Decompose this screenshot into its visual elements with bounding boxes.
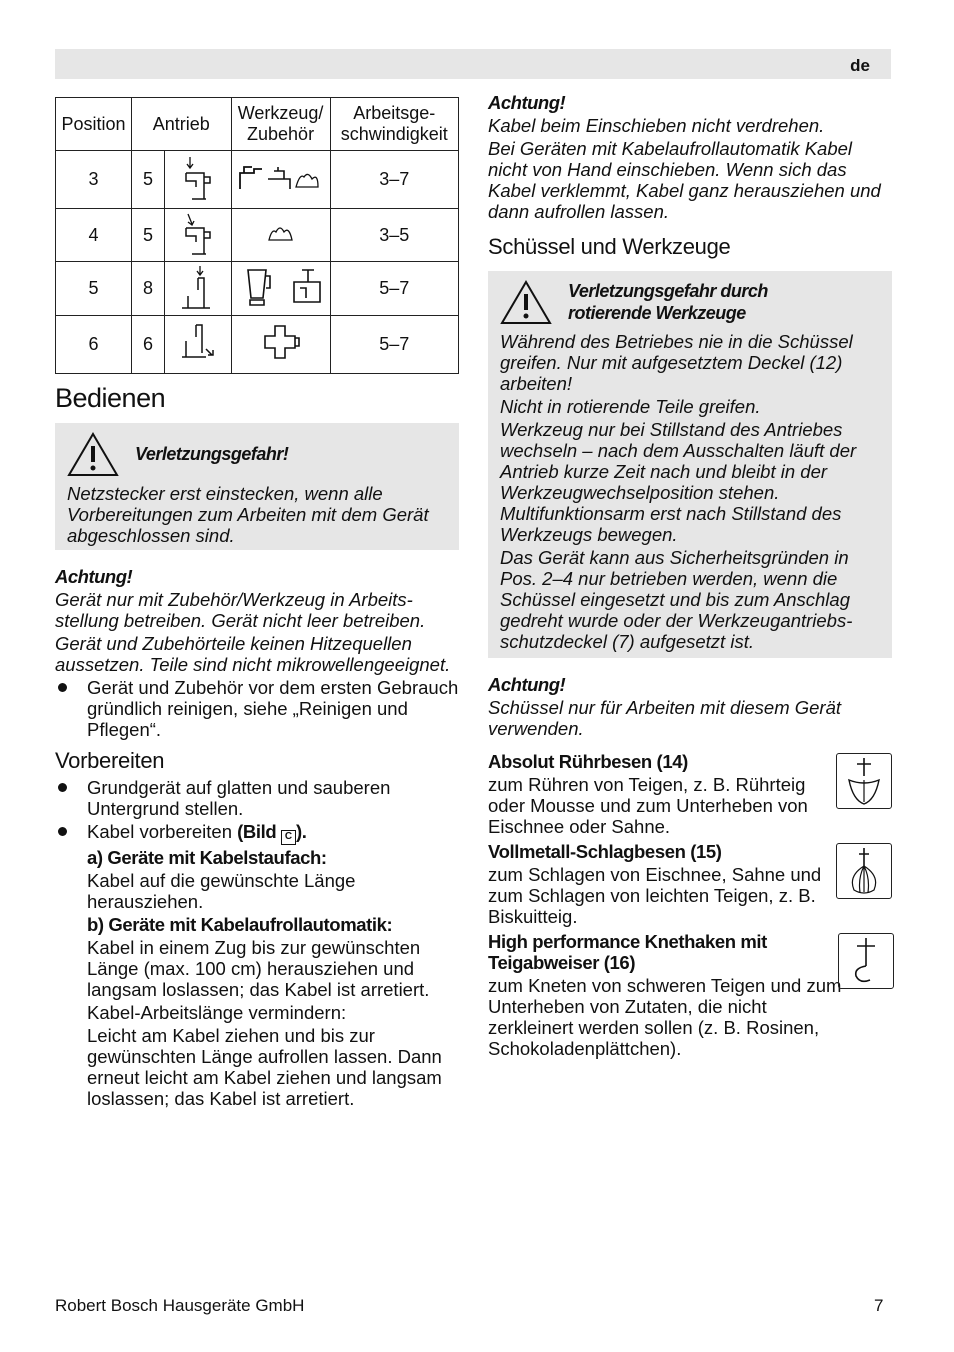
- cell-antrieb: 5: [132, 209, 165, 262]
- tool-title: Absolut Rührbesen (14): [488, 751, 688, 772]
- stirring-whisk-icon: [836, 753, 892, 809]
- tool-title: Vollmetall-Schlagbesen (15): [488, 841, 722, 862]
- left-column: [55, 97, 459, 1111]
- th-werkzeug: Werkzeug/ Zubehör: [231, 98, 330, 151]
- section-title-schuessel: Schüssel und Werkzeuge: [488, 234, 731, 259]
- balloon-whisk-icon: [836, 843, 892, 899]
- cell-speed: 3–7: [330, 151, 458, 209]
- subhead-b: b) Geräte mit Kabelaufrollautomatik:: [87, 914, 393, 935]
- language-label: de: [850, 56, 870, 75]
- warning-box: [55, 423, 459, 550]
- th-speed: Arbeitsge- schwindigkeit: [330, 98, 458, 151]
- tool-title: High performance Knethaken mit Teigabweiser (16): [488, 931, 767, 973]
- tool-item-knethaken: [488, 931, 892, 1061]
- achtung-text: Schüssel nur für Arbeiten mit diesem Gerät verwenden.: [488, 697, 842, 739]
- warning-triangle-icon: [67, 431, 119, 477]
- warning-text: Nicht in rotierende Teile greifen.: [500, 396, 761, 417]
- mixer-pos6-icon: [165, 316, 232, 374]
- tool-text: zum Rühren von Teigen, z. B. Rührteig oder Mousse und zum Unterheben von Eischnee oder Sahne.: [488, 774, 808, 837]
- cell-speed: 5–7: [330, 316, 458, 374]
- cell-position: 6: [56, 316, 132, 374]
- mixer-pos5-icon: [165, 262, 232, 316]
- bullet-text: Kabel vorbereiten: [87, 821, 238, 842]
- warning-title: Verletzungsgefahr durch rotierende Werkzeuge: [568, 281, 768, 323]
- cell-speed: 5–7: [330, 262, 458, 316]
- figure-ref-end: ).: [296, 821, 307, 842]
- cell-position: 5: [56, 262, 132, 316]
- achtung-text: Kabel beim Einschieben nicht verdrehen.: [488, 115, 825, 136]
- cell-antrieb: 6: [132, 316, 165, 374]
- cell-position: 4: [56, 209, 132, 262]
- achtung-text: Gerät und Zubehörteile keinen Hitzequellen aussetzen. Teile sind nicht mikrowellengeeignet.: [55, 633, 451, 675]
- warning-title: Verletzungsgefahr!: [135, 444, 289, 464]
- warning-text: Während des Betriebes nie in die Schüssel greifen. Nur mit aufgesetztem Deckel (12) arbeiten!: [500, 331, 853, 394]
- tool-item-ruehrbesen: [488, 751, 892, 839]
- cell-antrieb: 5: [132, 151, 165, 209]
- accessories-pos3-icon: [231, 151, 330, 209]
- figure-ref: (Bild: [237, 821, 281, 842]
- paragraph: Kabel-Arbeitslänge vermindern:: [87, 1002, 347, 1023]
- th-antrieb: Antrieb: [132, 98, 232, 151]
- footer-company: Robert Bosch Hausgeräte GmbH: [55, 1296, 305, 1315]
- position-table: [55, 97, 459, 374]
- achtung-text: Gerät nur mit Zubehör/Werkzeug in Arbeits-stellung betreiben. Gerät nicht leer betreiben.: [55, 589, 426, 631]
- tool-text: zum Kneten von schweren Teigen und zum Unterheben von Zutaten, die nicht zerkleinert werden sollen (z. B. Rosinen, Schokoladenplättchen).: [488, 975, 842, 1059]
- bullet-item: Grundgerät auf glatten und sauberen Untergrund stellen.: [55, 777, 459, 819]
- warning-triangle-icon: [500, 279, 552, 325]
- meat-grinder-icon: [231, 316, 330, 374]
- bullet-item: [55, 821, 459, 845]
- paragraph: Kabel in einem Zug bis zur gewünschten Länge (max. 100 cm) herausziehen und langsam loslassen; das Kabel ist arretiert.: [87, 937, 430, 1000]
- achtung-label: Achtung!: [488, 674, 566, 695]
- warning-text: Netzstecker erst einstecken, wenn alle Vorbereitungen zum Arbeiten mit dem Gerät abgeschlossen sind.: [67, 483, 429, 546]
- mixer-pos3-icon: [165, 151, 232, 209]
- warning-text: Werkzeug nur bei Stillstand des Antriebes wechseln – nach dem Ausschalten läuft der Antrieb kurze Zeit nach und bleibt in der Werkzeugwechselposition stehen. Multifunktionsarm erst nach Stillstand des Werkzeugs bewegen.: [500, 419, 857, 545]
- section-title-bedienen: Bedienen: [55, 383, 166, 413]
- whisk-icon: [231, 209, 330, 262]
- tool-item-schlagbesen: [488, 841, 892, 929]
- right-column: [488, 92, 892, 1061]
- page-number: 7: [874, 1296, 884, 1315]
- warning-box: [488, 271, 892, 658]
- cell-antrieb: 8: [132, 262, 165, 316]
- dough-hook-icon: [838, 933, 894, 989]
- cell-speed: 3–5: [330, 209, 458, 262]
- section-title-vorbereiten: Vorbereiten: [55, 748, 165, 773]
- subhead-a: a) Geräte mit Kabelstaufach:: [87, 847, 327, 868]
- figure-c-icon: C: [281, 830, 296, 845]
- achtung-text: Bei Geräten mit Kabelaufrollautomatik Kabel nicht von Hand einschieben. Wenn sich das Kabel verklemmt, Kabel ganz herausziehen und dann aufrollen lassen.: [488, 138, 881, 222]
- cell-position: 3: [56, 151, 132, 209]
- achtung-label: Achtung!: [55, 566, 133, 587]
- warning-text: Das Gerät kann aus Sicherheitsgründen in Pos. 2–4 nur betrieben werden, wenn die Schüssel eingesetzt und bis zum Anschlag gedreht wurde oder der Werkzeugantriebs-schutzdeckel (7) aufgesetzt ist.: [500, 547, 853, 652]
- mixer-pos4-icon: [165, 209, 232, 262]
- blender-processor-icon: [231, 262, 330, 316]
- paragraph: Leicht am Kabel ziehen und bis zur gewünschten Länge aufrollen lassen. Dann erneut leicht am Kabel ziehen und langsam loslassen; das Kabel ist arretiert.: [87, 1025, 442, 1109]
- bullet-item: Gerät und Zubehör vor dem ersten Gebrauch gründlich reinigen, siehe „Reinigen und Pflegen“.: [55, 677, 459, 740]
- header-bar: [55, 49, 891, 79]
- tool-text: zum Schlagen von Eischnee, Sahne und zum Schlagen von leichten Teigen, z. B. Biskuitteig.: [488, 864, 822, 927]
- th-position: Position: [56, 98, 132, 151]
- achtung-label: Achtung!: [488, 92, 566, 113]
- paragraph: Kabel auf die gewünschte Länge herausziehen.: [87, 870, 356, 912]
